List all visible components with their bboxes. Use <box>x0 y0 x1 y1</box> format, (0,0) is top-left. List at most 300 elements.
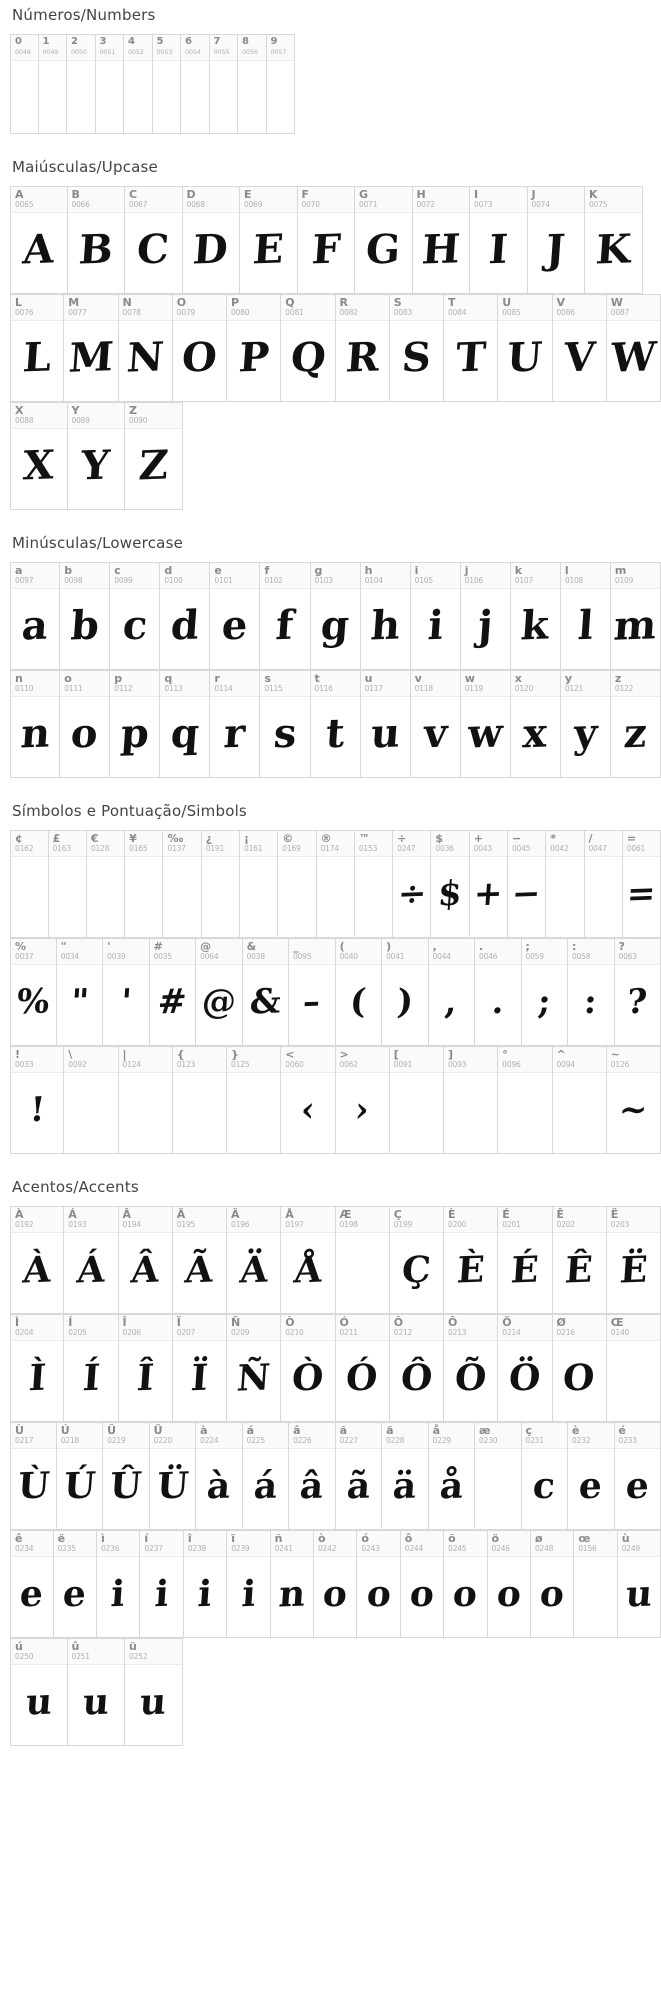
glyph-preview <box>140 1557 182 1637</box>
glyph-preview-text: e <box>220 601 250 650</box>
glyph-cell[interactable] <box>10 34 39 134</box>
glyph-preview <box>511 589 560 669</box>
glyph-cell[interactable] <box>68 1638 126 1746</box>
glyph-preview <box>618 1557 660 1637</box>
glyph-cell[interactable] <box>336 1314 390 1422</box>
glyph-cell[interactable] <box>68 402 126 510</box>
glyph-preview-text: Ì <box>27 1356 48 1400</box>
glyph-header <box>227 1207 280 1233</box>
glyph-code-label: 0161 <box>244 844 263 853</box>
glyph-header <box>429 1423 474 1449</box>
glyph-code-label: 0093 <box>448 1060 467 1069</box>
glyph-code-label: 0055 <box>213 48 230 56</box>
glyph-cell[interactable] <box>227 1046 281 1154</box>
glyph-cell[interactable] <box>607 294 661 402</box>
glyph-cell[interactable] <box>210 562 260 670</box>
glyph-code-label: 0033 <box>15 1060 34 1069</box>
glyph-cell[interactable] <box>413 186 471 294</box>
glyph-cell[interactable] <box>336 294 390 402</box>
glyph-header <box>64 1315 117 1341</box>
glyph-cell[interactable] <box>160 670 210 778</box>
glyph-cell[interactable] <box>498 1206 552 1314</box>
glyph-cell[interactable] <box>267 34 296 134</box>
glyph-code-label: 0104 <box>364 576 383 585</box>
glyph-cell[interactable] <box>227 1314 281 1422</box>
glyph-cell[interactable] <box>615 1422 661 1530</box>
glyph-header <box>124 35 152 61</box>
glyph-cell[interactable] <box>110 670 160 778</box>
glyph-cell[interactable] <box>444 294 498 402</box>
glyph-preview <box>173 321 226 401</box>
glyph-cell[interactable] <box>444 1206 498 1314</box>
glyph-cell[interactable] <box>278 830 316 938</box>
glyph-cell[interactable] <box>574 1530 617 1638</box>
glyph-header <box>196 1423 241 1449</box>
glyph-cell[interactable] <box>429 938 475 1046</box>
glyph-cell[interactable] <box>227 294 281 402</box>
glyph-cell[interactable] <box>470 830 508 938</box>
glyph-cell[interactable] <box>240 186 298 294</box>
glyph-cell[interactable] <box>390 1314 444 1422</box>
glyph-cell[interactable] <box>475 1422 521 1530</box>
glyph-header <box>317 831 354 857</box>
glyph-char-label: è <box>572 1424 580 1437</box>
glyph-preview <box>281 1341 334 1421</box>
glyph-cell[interactable] <box>336 1046 390 1154</box>
glyph-cell[interactable] <box>10 1422 57 1530</box>
glyph-preview <box>150 965 195 1045</box>
glyph-preview-text: V <box>561 333 597 382</box>
glyph-preview <box>260 697 309 777</box>
glyph-cell[interactable] <box>10 670 60 778</box>
glyph-preview-text: x <box>521 709 549 758</box>
glyph-preview-text: ) <box>395 981 415 1023</box>
glyph-cell[interactable] <box>511 670 561 778</box>
glyph-header <box>289 939 334 965</box>
glyph-preview-text: H <box>420 225 462 274</box>
glyph-code-label: 0092 <box>68 1060 87 1069</box>
glyph-cell[interactable] <box>10 186 68 294</box>
glyph-cell[interactable] <box>57 1422 103 1530</box>
glyph-cell[interactable] <box>546 830 584 938</box>
glyph-char-label: d <box>164 564 173 577</box>
glyph-header <box>289 1423 334 1449</box>
glyph-cell[interactable] <box>10 294 64 402</box>
glyph-cell[interactable] <box>390 1206 444 1314</box>
glyph-cell[interactable] <box>553 294 607 402</box>
glyph-char-label: W <box>610 296 623 309</box>
glyph-cell[interactable] <box>153 34 182 134</box>
glyph-preview <box>39 61 67 133</box>
glyph-cell[interactable] <box>281 1314 335 1422</box>
glyph-header <box>125 831 162 857</box>
glyph-char-label: X <box>15 404 24 417</box>
glyph-header <box>585 187 642 213</box>
glyph-cell[interactable] <box>568 1422 614 1530</box>
glyph-preview-text: o <box>365 1572 393 1616</box>
glyph-preview-text: A <box>21 225 56 274</box>
glyph-header <box>611 671 660 697</box>
glyph-preview <box>97 1557 139 1637</box>
glyph-cell[interactable] <box>553 1046 607 1154</box>
glyph-preview-text: – <box>301 981 322 1023</box>
glyph-code-label: 0124 <box>122 1060 141 1069</box>
glyph-code-label: 0126 <box>610 1060 630 1069</box>
glyph-preview <box>11 213 67 293</box>
glyph-cell[interactable] <box>210 34 239 134</box>
section-title: Minúsculas/Lowercase <box>12 534 184 552</box>
glyph-cell[interactable] <box>522 938 568 1046</box>
glyph-code-label: 0052 <box>128 48 144 56</box>
glyph-cell[interactable] <box>411 670 461 778</box>
glyph-cell[interactable] <box>39 34 68 134</box>
glyph-cell[interactable] <box>125 1638 183 1746</box>
glyph-preview <box>227 321 280 401</box>
glyph-cell[interactable] <box>119 1206 173 1314</box>
glyph-code-label: 0034 <box>60 952 79 961</box>
glyph-cell[interactable] <box>561 670 611 778</box>
glyph-char-label: l <box>564 564 569 577</box>
glyph-preview-text: h <box>368 601 402 650</box>
glyph-cell[interactable] <box>10 830 49 938</box>
glyph-preview-text: ; <box>536 981 552 1023</box>
glyph-preview-text: q <box>169 709 201 758</box>
glyph-cell[interactable] <box>498 294 552 402</box>
glyph-cell[interactable] <box>311 670 361 778</box>
glyph-preview-text: T <box>454 333 488 382</box>
glyph-cell[interactable] <box>54 1530 97 1638</box>
glyph-preview <box>553 1073 606 1153</box>
glyph-header <box>240 187 297 213</box>
glyph-cell[interactable] <box>585 830 623 938</box>
glyph-char-label: à <box>200 1424 208 1437</box>
glyph-cell[interactable] <box>125 402 183 510</box>
glyph-header <box>67 35 95 61</box>
glyph-cell[interactable] <box>173 1046 227 1154</box>
glyph-cell[interactable] <box>10 1530 54 1638</box>
glyph-preview-text: t <box>324 709 346 758</box>
glyph-code-label: 0242 <box>317 1544 337 1553</box>
glyph-cell[interactable] <box>336 1422 382 1530</box>
glyph-cell[interactable] <box>10 1314 64 1422</box>
glyph-char-label: ; <box>525 940 530 953</box>
glyph-cell[interactable] <box>390 294 444 402</box>
glyph-cell[interactable] <box>382 1422 428 1530</box>
glyph-cell[interactable] <box>202 830 240 938</box>
glyph-cell[interactable] <box>163 830 201 938</box>
glyph-cell[interactable] <box>67 34 96 134</box>
glyph-code-label: 0121 <box>564 684 584 693</box>
glyph-cell[interactable] <box>281 1046 335 1154</box>
glyph-header <box>54 1531 96 1557</box>
glyph-cell[interactable] <box>336 938 382 1046</box>
glyph-cell[interactable] <box>125 186 183 294</box>
glyph-cell[interactable] <box>10 1046 64 1154</box>
glyph-cell[interactable] <box>196 938 242 1046</box>
glyph-cell[interactable] <box>311 562 361 670</box>
glyph-code-label: 0227 <box>339 1436 358 1445</box>
glyph-char-label: B <box>71 188 80 201</box>
glyph-cell[interactable] <box>444 1314 498 1422</box>
glyph-preview <box>528 213 585 293</box>
glyph-cell[interactable] <box>289 1422 335 1530</box>
glyph-cell[interactable] <box>382 938 428 1046</box>
glyph-cell[interactable] <box>124 34 153 134</box>
glyph-cell[interactable] <box>568 938 614 1046</box>
glyph-preview <box>110 589 159 669</box>
glyph-code-label: 0125 <box>231 1060 250 1069</box>
glyph-cell[interactable] <box>87 830 125 938</box>
glyph-preview <box>160 697 209 777</box>
glyph-cell[interactable] <box>10 402 68 510</box>
glyph-cell[interactable] <box>173 294 227 402</box>
glyph-cell[interactable] <box>10 1638 68 1746</box>
glyph-header <box>227 1315 280 1341</box>
glyph-cell[interactable] <box>607 1206 661 1314</box>
glyph-cell[interactable] <box>498 1046 552 1154</box>
glyph-cell[interactable] <box>227 1206 281 1314</box>
glyph-cell[interactable] <box>260 670 310 778</box>
glyph-cell[interactable] <box>57 938 103 1046</box>
glyph-cell[interactable] <box>314 1530 357 1638</box>
glyph-header <box>475 939 520 965</box>
glyph-cell[interactable] <box>140 1530 183 1638</box>
glyph-code-label: 0244 <box>404 1544 424 1553</box>
glyph-header <box>390 1047 443 1073</box>
glyph-code-label: 0067 <box>129 200 148 209</box>
glyph-cell[interactable] <box>183 186 241 294</box>
glyph-cell[interactable] <box>260 562 310 670</box>
glyph-cell[interactable] <box>461 670 511 778</box>
glyph-cell[interactable] <box>361 562 411 670</box>
glyph-cell[interactable] <box>355 830 393 938</box>
glyph-header <box>615 939 660 965</box>
glyph-cell[interactable] <box>96 34 125 134</box>
glyph-cell[interactable] <box>623 830 661 938</box>
glyph-cell[interactable] <box>361 670 411 778</box>
glyph-header <box>181 35 209 61</box>
glyph-cell[interactable] <box>444 1046 498 1154</box>
glyph-code-label: 0252 <box>129 1652 148 1661</box>
glyph-char-label: Ó <box>339 1316 349 1329</box>
glyph-preview <box>64 1233 117 1313</box>
glyph-header <box>429 939 474 965</box>
glyph-cell[interactable] <box>461 562 511 670</box>
glyph-header <box>11 1207 63 1233</box>
glyph-char-label: ñ <box>274 1532 283 1545</box>
glyph-code-label: 0201 <box>502 1220 521 1229</box>
glyph-cell[interactable] <box>607 1046 661 1154</box>
glyph-header <box>444 1047 497 1073</box>
glyph-cell[interactable] <box>470 186 528 294</box>
glyph-cell[interactable] <box>240 830 278 938</box>
glyph-cell[interactable] <box>10 562 60 670</box>
glyph-char-label: ü <box>129 1640 137 1653</box>
glyph-row <box>10 1530 661 1638</box>
glyph-code-label: 0050 <box>71 48 87 56</box>
glyph-cell[interactable] <box>97 1530 140 1638</box>
glyph-header <box>311 563 360 589</box>
glyph-cell[interactable] <box>173 1206 227 1314</box>
glyph-code-label: 0231 <box>525 1436 544 1445</box>
glyph-cell[interactable] <box>196 1422 242 1530</box>
glyph-header <box>336 1047 389 1073</box>
glyph-cell[interactable] <box>401 1530 444 1638</box>
glyph-code-label: 0224 <box>200 1436 219 1445</box>
glyph-char-label: x <box>514 672 522 685</box>
glyph-cell[interactable] <box>531 1530 574 1638</box>
glyph-code-label: 0122 <box>614 684 634 693</box>
glyph-preview-text: d <box>169 601 201 650</box>
glyph-cell[interactable] <box>60 670 110 778</box>
glyph-cell[interactable] <box>553 1314 607 1422</box>
glyph-cell[interactable] <box>68 186 126 294</box>
glyph-cell[interactable] <box>60 562 110 670</box>
glyph-cell[interactable] <box>611 562 661 670</box>
glyph-char-label: n <box>15 672 23 685</box>
glyph-cell[interactable] <box>336 1206 390 1314</box>
glyph-preview-text: W <box>609 333 658 382</box>
glyph-cell[interactable] <box>210 670 260 778</box>
glyph-cell[interactable] <box>103 938 149 1046</box>
glyph-char-label: € <box>90 832 99 845</box>
glyph-char-label: E <box>244 188 252 201</box>
glyph-cell[interactable] <box>357 1530 400 1638</box>
glyph-cell[interactable] <box>508 830 546 938</box>
glyph-code-label: 0099 <box>114 576 133 585</box>
glyph-cell[interactable] <box>607 1314 661 1422</box>
glyph-char-label: e <box>214 564 222 577</box>
glyph-code-label: 0243 <box>361 1544 380 1553</box>
glyph-cell[interactable] <box>243 938 289 1046</box>
glyph-char-label: ) <box>386 940 392 953</box>
glyph-code-label: 0078 <box>122 308 141 317</box>
glyph-header <box>585 831 622 857</box>
glyph-cell[interactable] <box>522 1422 568 1530</box>
glyph-code-label: 0128 <box>90 844 110 853</box>
glyph-cell[interactable] <box>243 1422 289 1530</box>
glyph-cell[interactable] <box>181 34 210 134</box>
glyph-preview-text: Í <box>81 1356 101 1400</box>
glyph-cell[interactable] <box>511 562 561 670</box>
glyph-cell[interactable] <box>119 294 173 402</box>
glyph-cell[interactable] <box>227 1530 270 1638</box>
glyph-code-label: 0199 <box>393 1220 413 1229</box>
glyph-cell[interactable] <box>561 562 611 670</box>
glyph-cell[interactable] <box>429 1422 475 1530</box>
glyph-cell[interactable] <box>173 1314 227 1422</box>
glyph-preview <box>444 1233 497 1313</box>
glyph-cell[interactable] <box>289 938 335 1046</box>
glyph-cell[interactable] <box>238 34 267 134</box>
glyph-cell[interactable] <box>498 1314 552 1422</box>
glyph-cell[interactable] <box>64 1206 118 1314</box>
glyph-preview <box>119 1233 172 1313</box>
glyph-cell[interactable] <box>64 294 118 402</box>
glyph-preview <box>184 1557 226 1637</box>
glyph-preview <box>103 965 148 1045</box>
glyph-cell[interactable] <box>110 562 160 670</box>
glyph-header <box>64 295 117 321</box>
glyph-char-label: } <box>231 1048 239 1061</box>
glyph-preview-text: â <box>298 1464 326 1508</box>
glyph-char-label: O <box>176 296 187 309</box>
glyph-preview-text: à <box>205 1464 233 1508</box>
glyph-cell[interactable] <box>10 938 57 1046</box>
glyph-code-label: 0234 <box>15 1544 34 1553</box>
glyph-cell[interactable] <box>390 1046 444 1154</box>
glyph-cell[interactable] <box>553 1206 607 1314</box>
glyph-header <box>623 831 660 857</box>
glyph-header <box>281 1207 334 1233</box>
glyph-cell[interactable] <box>393 830 431 938</box>
glyph-code-label: 0203 <box>610 1220 630 1229</box>
glyph-cell[interactable] <box>475 938 521 1046</box>
glyph-cell[interactable] <box>431 830 469 938</box>
glyph-preview <box>314 1557 356 1637</box>
glyph-cell[interactable] <box>317 830 355 938</box>
glyph-code-label: 0213 <box>448 1328 467 1337</box>
glyph-cell[interactable] <box>281 294 335 402</box>
glyph-header <box>49 831 86 857</box>
glyph-cell[interactable] <box>49 830 87 938</box>
glyph-char-label: Á <box>68 1208 77 1221</box>
glyph-cell[interactable] <box>355 186 413 294</box>
glyph-cell[interactable] <box>615 938 661 1046</box>
glyph-char-label: Î <box>122 1316 127 1329</box>
glyph-cell[interactable] <box>281 1206 335 1314</box>
glyph-char-label: ç <box>525 1424 533 1437</box>
glyph-preview-text: P <box>236 333 271 382</box>
glyph-cell[interactable] <box>64 1046 118 1154</box>
glyph-cell[interactable] <box>585 186 643 294</box>
glyph-cell[interactable] <box>528 186 586 294</box>
glyph-preview <box>125 857 162 937</box>
glyph-cell[interactable] <box>618 1530 661 1638</box>
glyph-cell[interactable] <box>150 1422 196 1530</box>
glyph-cell[interactable] <box>611 670 661 778</box>
glyph-cell[interactable] <box>160 562 210 670</box>
glyph-code-label: 0079 <box>176 308 196 317</box>
glyph-cell[interactable] <box>444 1530 487 1638</box>
glyph-code-label: 0076 <box>15 308 34 317</box>
glyph-code-label: 0057 <box>270 48 287 56</box>
glyph-char-label: a <box>15 564 23 577</box>
glyph-char-label: . <box>479 940 484 953</box>
glyph-cell[interactable] <box>184 1530 227 1638</box>
glyph-preview-text: o <box>69 709 100 758</box>
glyph-cell[interactable] <box>119 1046 173 1154</box>
glyph-header <box>470 187 527 213</box>
glyph-cell[interactable] <box>125 830 163 938</box>
glyph-preview <box>173 1341 226 1421</box>
glyph-cell[interactable] <box>271 1530 314 1638</box>
glyph-code-label: 0241 <box>274 1544 293 1553</box>
glyph-header <box>173 1315 226 1341</box>
glyph-cell[interactable] <box>103 1422 149 1530</box>
glyph-preview <box>444 1557 486 1637</box>
glyph-cell[interactable] <box>488 1530 531 1638</box>
glyph-cell[interactable] <box>10 1206 64 1314</box>
glyph-preview-text: J <box>544 225 567 274</box>
glyph-cell[interactable] <box>150 938 196 1046</box>
glyph-cell[interactable] <box>119 1314 173 1422</box>
glyph-cell[interactable] <box>298 186 356 294</box>
glyph-cell[interactable] <box>411 562 461 670</box>
glyph-cell[interactable] <box>64 1314 118 1422</box>
section-lowercase <box>0 528 661 778</box>
glyph-char-label: ? <box>618 940 625 953</box>
